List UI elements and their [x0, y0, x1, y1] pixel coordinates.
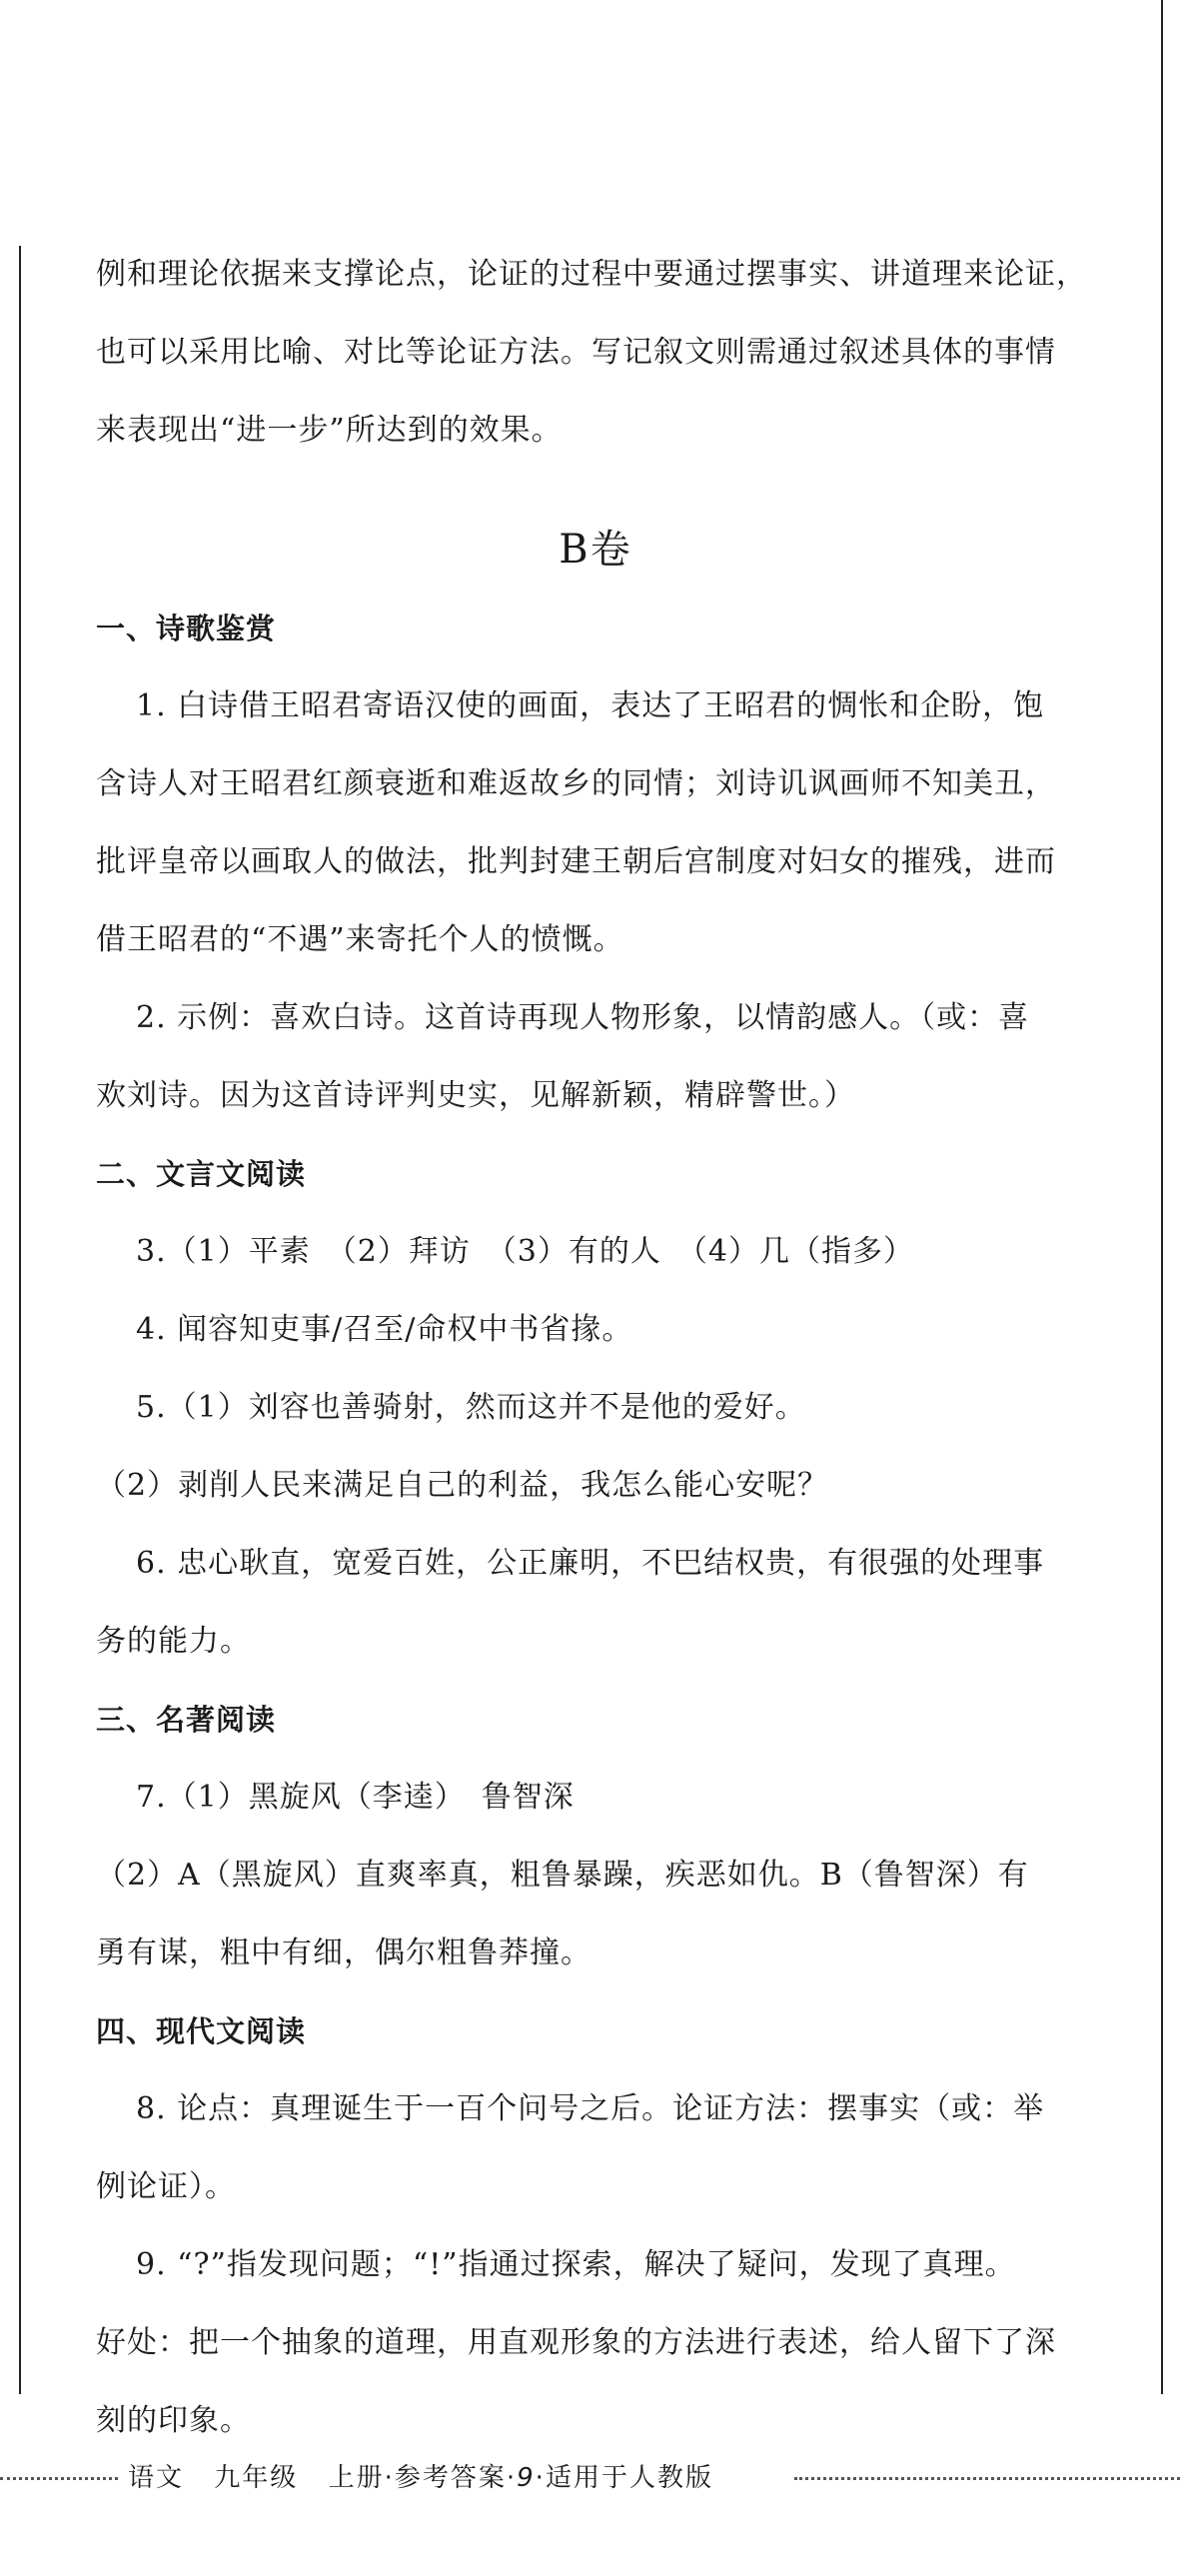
footer-edition: 适用于人教版 — [545, 2463, 713, 2493]
footer-subject: 语文 — [128, 2463, 185, 2493]
section-heading-b: B卷 — [559, 527, 632, 573]
answer-line-q1: 借王昭君的“不遇”来寄托个人的愤慨。 — [96, 922, 624, 957]
intro-line: 来表现出“进一步”所达到的效果。 — [96, 413, 563, 448]
answer-line-q5: （2）剥削人民来满足自己的利益，我怎么能心安呢？ — [96, 1468, 829, 1503]
answer-line-q1: 含诗人对王昭君红颜衰逝和难返故乡的同情；刘诗讥讽画师不知美丑， — [96, 766, 1056, 801]
page-footer — [0, 2458, 1180, 2498]
footer-volume: 上册 — [328, 2463, 385, 2493]
section-title-modern: 四、现代文阅读 — [96, 2014, 307, 2048]
footer-dotted-rule-right — [794, 2477, 1180, 2480]
footer-grade: 九年级 — [214, 2463, 299, 2493]
footer-dotted-rule-left — [0, 2477, 118, 2480]
answer-line-q4: 4. 闻容知吏事/召至/命权中书省掾。 — [136, 1312, 633, 1347]
footer-text: 语文 九年级 上册·参考答案·9·适用于人教版 — [128, 2463, 713, 2493]
answer-line-q7: 勇有谋，粗中有细，偶尔粗鲁莽撞。 — [96, 1935, 591, 1970]
page-content — [96, 236, 1095, 2460]
answer-line-q5: 5.（1）刘容也善骑射，然而这并不是他的爱好。 — [136, 1390, 806, 1425]
footer-doc-label: 参考答案 — [394, 2463, 507, 2493]
right-border-line — [1161, 0, 1163, 2394]
answer-line-q6: 务的能力。 — [96, 1624, 251, 1659]
intro-line: 例和理论依据来支撑论点，论证的过程中要通过摆事实、讲道理来论证， — [96, 257, 1087, 292]
section-title-classical: 二、文言文阅读 — [96, 1157, 307, 1191]
answer-line-q9: 好处：把一个抽象的道理，用直观形象的方法进行表述，给人留下了深 — [96, 2325, 1056, 2360]
answer-line-q6: 6. 忠心耿直，宽爱百姓，公正廉明，不巴结权贵，有很强的处理事 — [136, 1546, 1045, 1581]
answer-line-q2: 2. 示例：喜欢白诗。这首诗再现人物形象，以情韵感人。（或：喜 — [136, 1000, 1030, 1035]
answer-line-q1: 批评皇帝以画取人的做法，批判封建王朝后宫制度对妇女的摧残，进而 — [96, 844, 1056, 879]
answer-line-q7: 7.（1）黑旋风（李逵） 鲁智深 — [136, 1780, 575, 1815]
answer-line-q8: 8. 论点：真理诞生于一百个问号之后。论证方法：摆事实（或：举 — [136, 2091, 1045, 2126]
answer-line-q1: 1. 白诗借王昭君寄语汉使的画面，表达了王昭君的惆怅和企盼，饱 — [136, 688, 1045, 723]
section-title-poetry: 一、诗歌鉴赏 — [96, 612, 277, 645]
answer-line-q3: 3.（1）平素 （2）拜访 （3）有的人 （4）几（指多） — [136, 1234, 914, 1269]
intro-line: 也可以采用比喻、对比等论证方法。写记叙文则需通过叙述具体的事情 — [96, 335, 1056, 370]
answer-line-q2: 欢刘诗。因为这首诗评判史实，见解新颖，精辟警世。） — [96, 1078, 855, 1113]
footer-page-number: 9 — [517, 2463, 536, 2493]
section-title-classics: 三、名著阅读 — [96, 1703, 277, 1737]
answer-line-q7: （2）A（黑旋风）直爽率真，粗鲁暴躁，疾恶如仇。B（鲁智深）有 — [96, 1858, 1029, 1893]
answer-line-q9: 刻的印象。 — [96, 2403, 251, 2438]
answer-line-q8: 例论证）。 — [96, 2169, 236, 2204]
answer-line-q9: 9. “?”指发现问题；“!”指通过探索，解决了疑问，发现了真理。 — [136, 2247, 1016, 2282]
left-border-line — [19, 246, 21, 2394]
